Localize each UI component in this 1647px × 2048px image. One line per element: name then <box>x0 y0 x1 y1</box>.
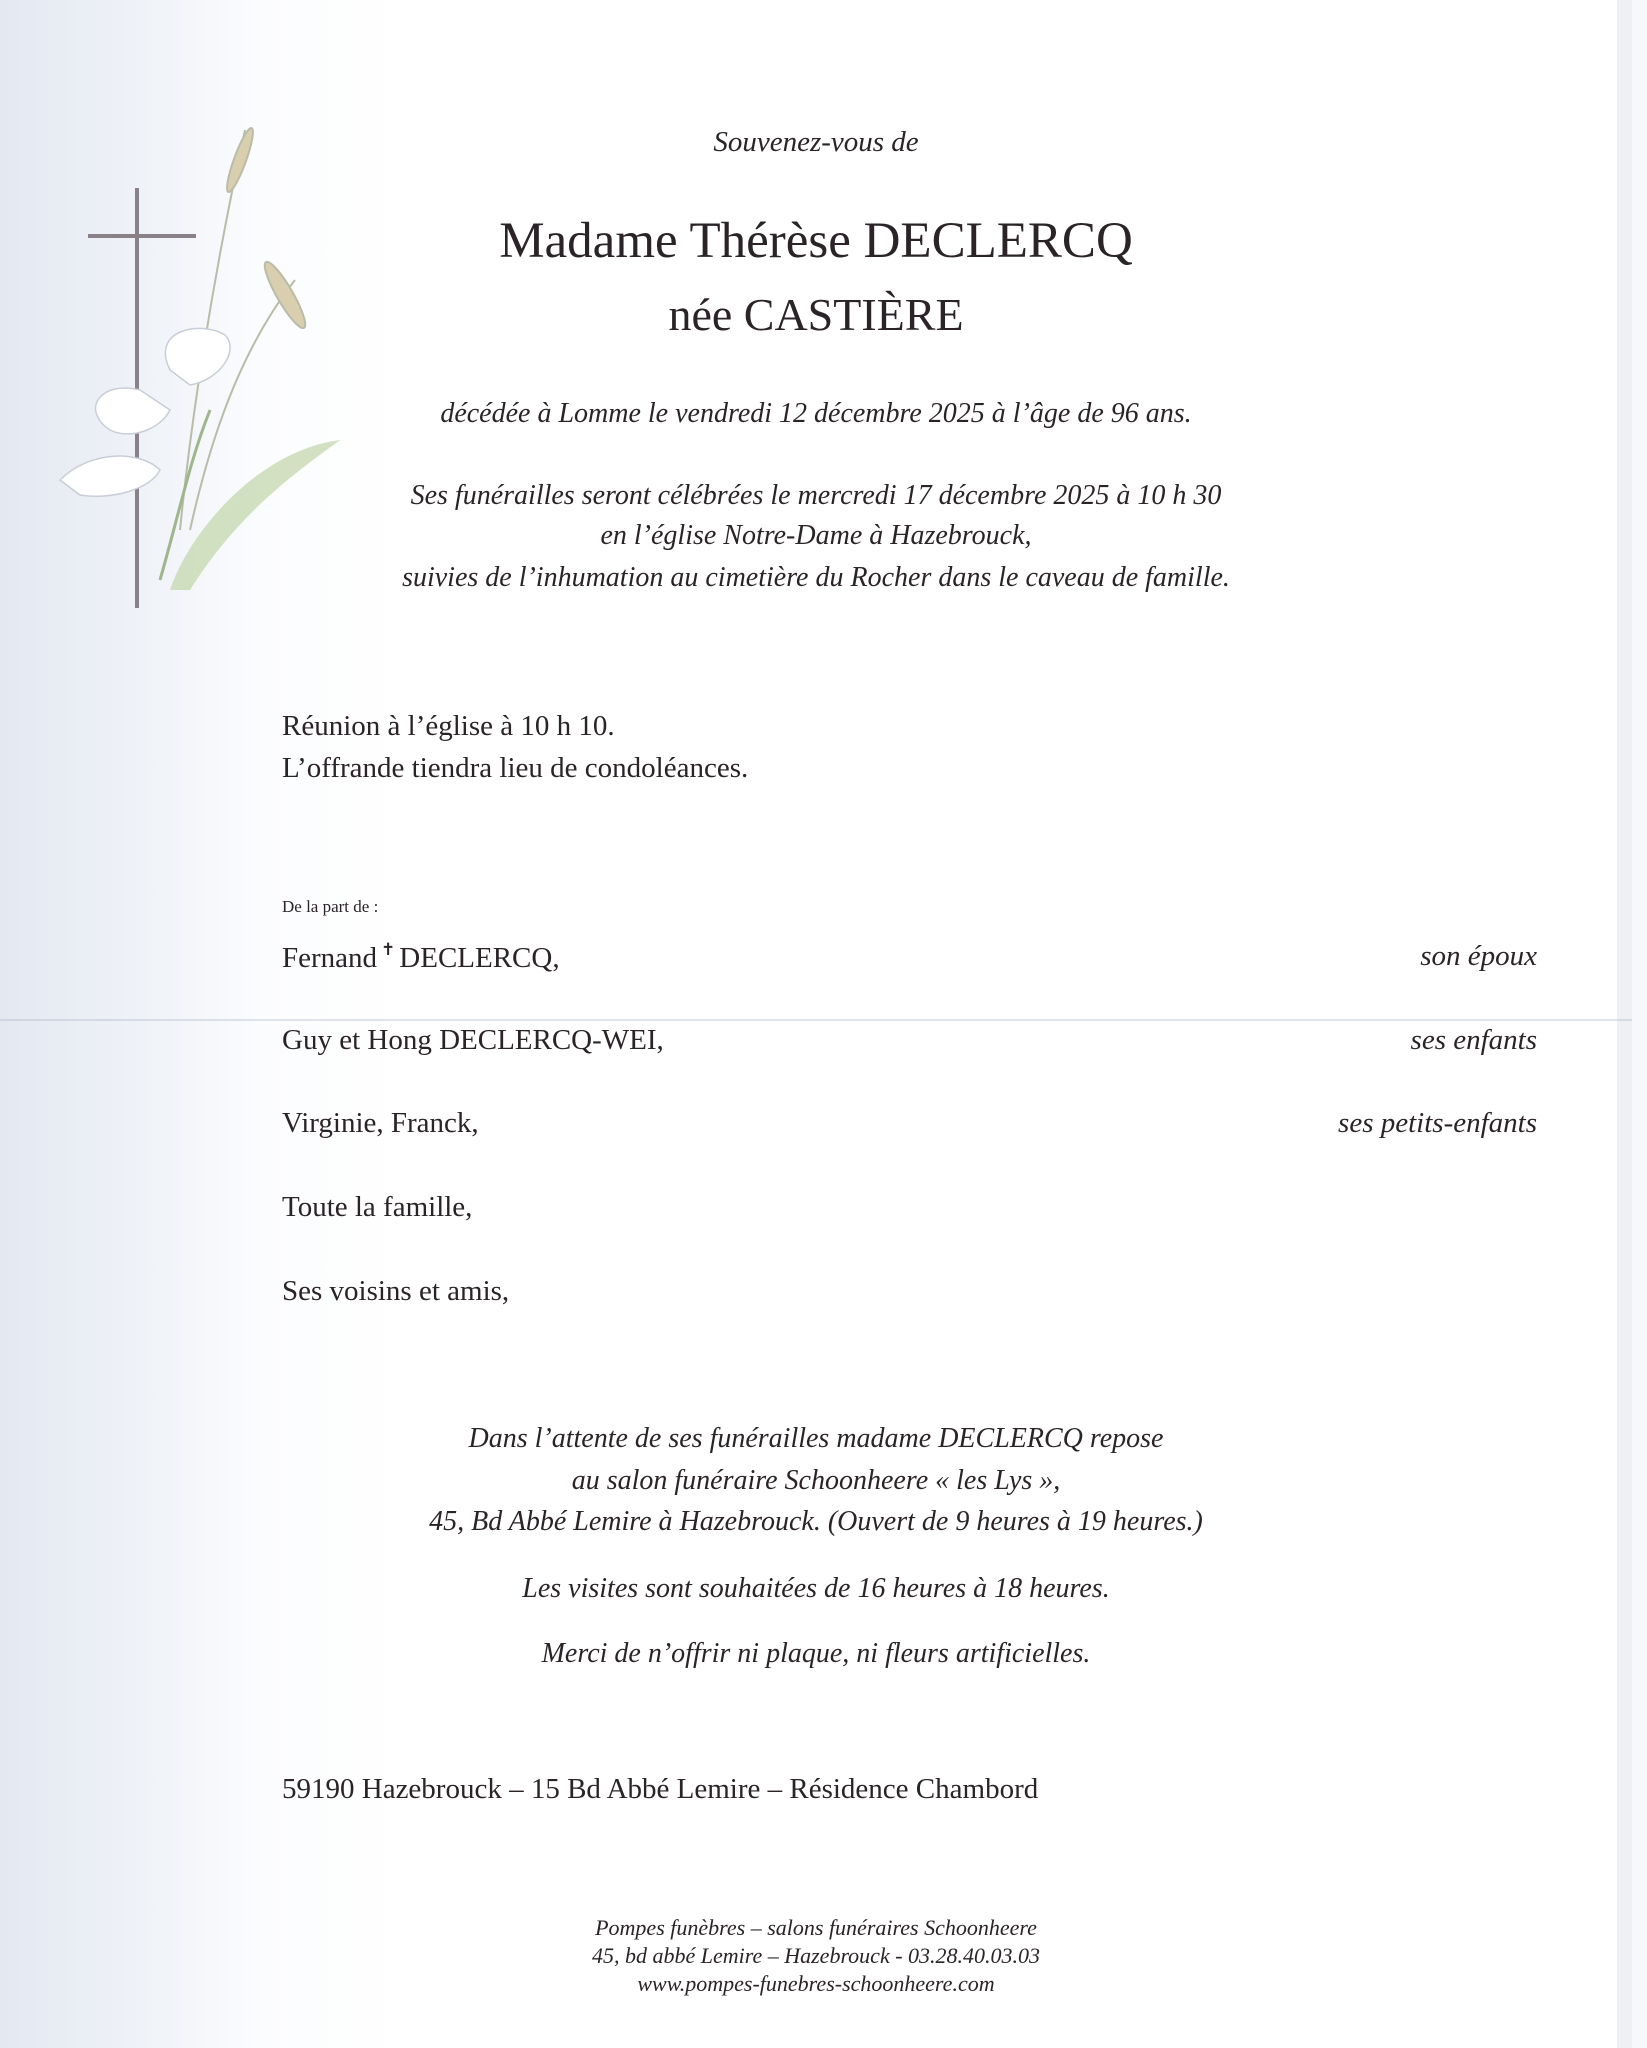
family-name: Fernand <box>282 942 378 974</box>
family-name-suffix: DECLERCQ, <box>399 942 560 974</box>
funeral-home-name: Pompes funèbres – salons funéraires Schoonheere <box>595 1915 1037 1940</box>
visitation-line-3: 45, Bd Abbé Lemire à Hazebrouck. (Ouvert de 9 heures à 19 heures.) <box>429 1506 1203 1537</box>
meeting-note: Réunion à l’église à 10 h 10. <box>282 710 615 742</box>
visitation-line-1: Dans l’attente de ses funérailles madame DECLERCQ repose <box>468 1423 1164 1454</box>
funeral-line-1: Ses funérailles seront célébrées le mercredi 17 décembre 2025 à 10 h 30 <box>410 480 1222 511</box>
family-name: Guy et Hong DECLERCQ-WEI, <box>282 1024 664 1056</box>
from-label: De la part de : <box>282 897 379 916</box>
offering-note: L’offrande tiendra lieu de condoléances. <box>282 752 749 784</box>
family-address: 59190 Hazebrouck – 15 Bd Abbé Lemire – Résidence Chambord <box>282 1773 1039 1805</box>
family-name: Toute la famille, <box>282 1191 473 1223</box>
request-note: Merci de n’offrir ni plaque, ni fleurs artificielles. <box>541 1638 1091 1669</box>
family-relation: ses petits-enfants <box>1338 1107 1537 1139</box>
intro-line: Souvenez-vous de <box>713 126 919 158</box>
fold-line <box>0 1019 1632 1021</box>
family-name: Virginie, Franck, <box>282 1107 479 1139</box>
maiden-name: née CASTIÈRE <box>668 289 964 340</box>
funeral-home-website: www.pompes-funebres-schoonheere.com <box>637 1971 995 1996</box>
family-relation: son époux <box>1420 940 1537 972</box>
family-row <box>282 940 1537 975</box>
family-row <box>282 1024 1537 1057</box>
cross-mark: ✝ <box>381 940 396 959</box>
funeral-home-address: 45, bd abbé Lemire – Hazebrouck - 03.28.40.03.03 <box>591 1943 1041 1968</box>
visitation-line-2: au salon funéraire Schoonheere « les Lys », <box>571 1465 1061 1496</box>
deceased-name: Madame Thérèse DECLERCQ <box>499 213 1133 269</box>
family-name: Ses voisins et amis, <box>282 1275 510 1307</box>
family-row <box>282 1275 1537 1308</box>
family-relation: ses enfants <box>1410 1024 1537 1056</box>
visits-note: Les visites sont souhaitées de 16 heures à 18 heures. <box>522 1573 1110 1604</box>
funeral-line-2: en l’église Notre-Dame à Hazebrouck, <box>600 520 1032 551</box>
family-row <box>282 1107 1537 1140</box>
family-row <box>282 1191 1537 1224</box>
death-notice: décédée à Lomme le vendredi 12 décembre 2025 à l’âge de 96 ans. <box>440 398 1192 429</box>
funeral-line-3: suivies de l’inhumation au cimetière du Rocher dans le caveau de famille. <box>402 562 1230 593</box>
